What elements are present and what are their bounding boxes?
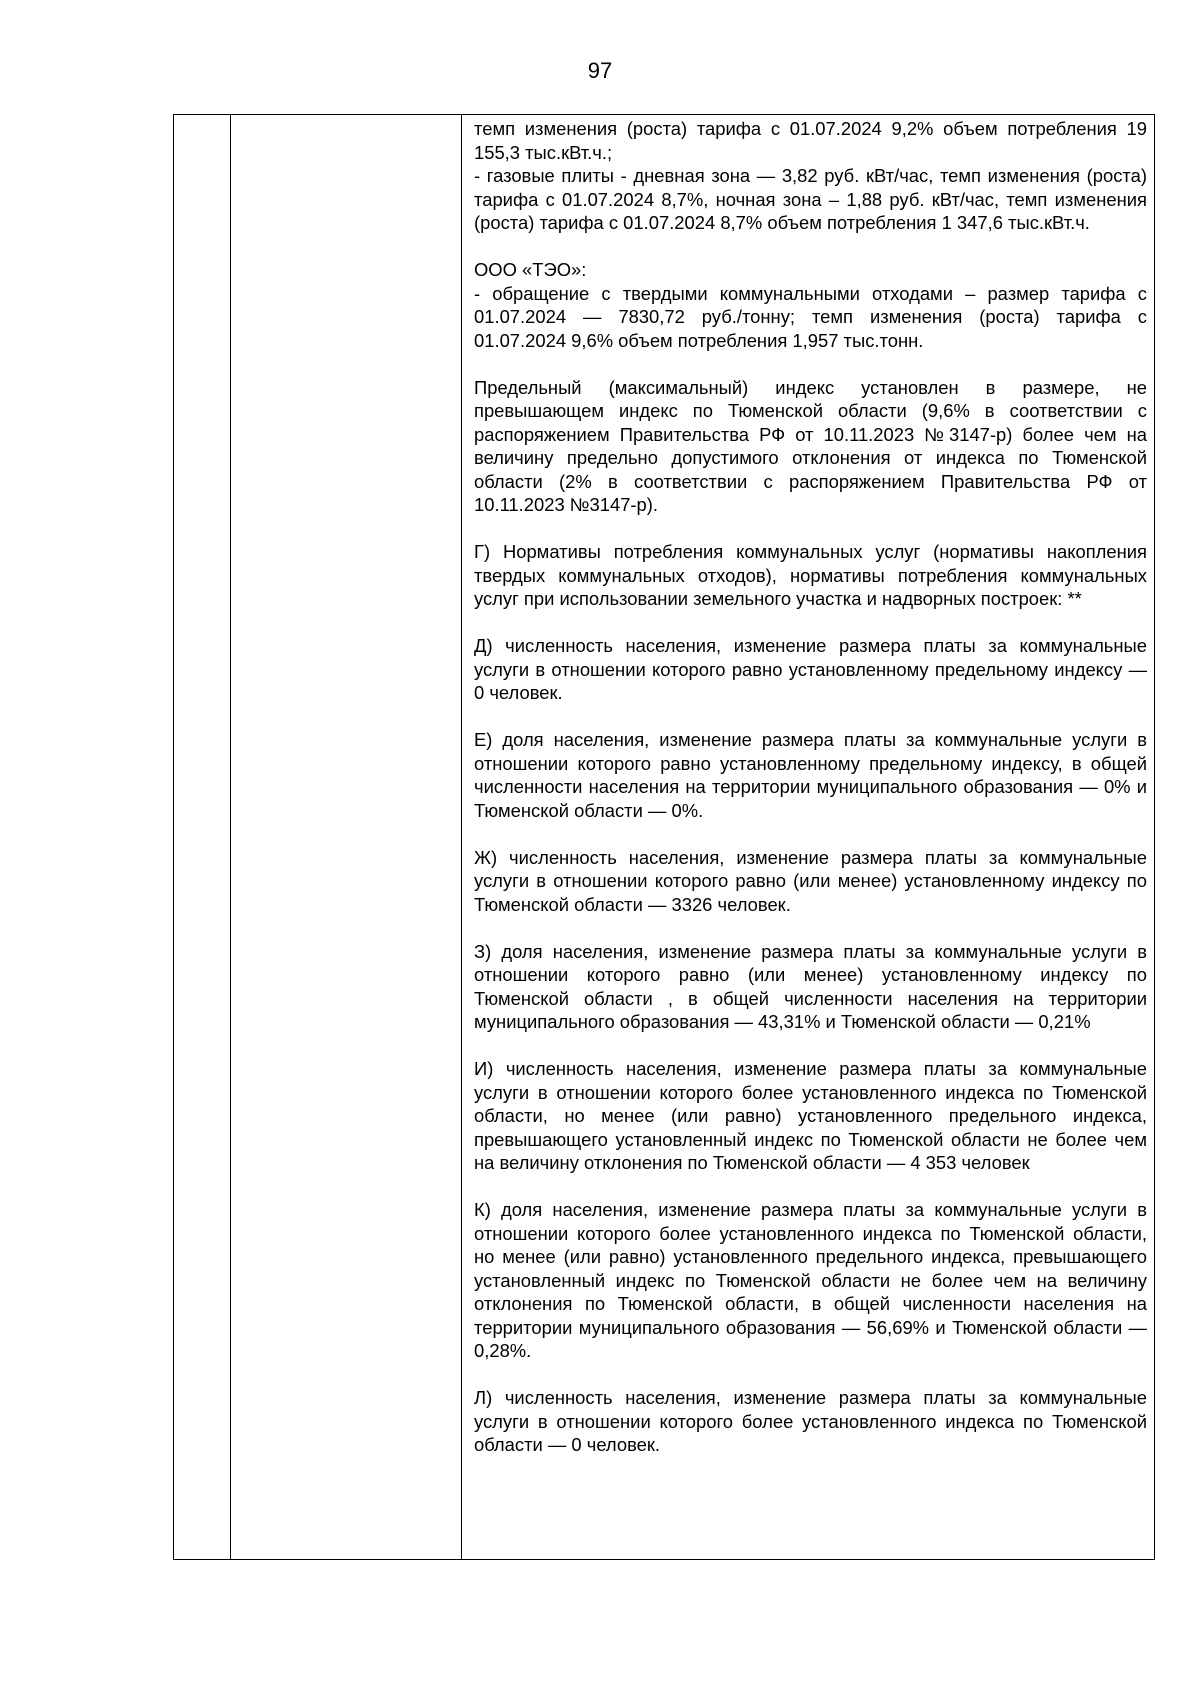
paragraph-i	[474, 1057, 1147, 1175]
table-column-divider	[461, 115, 462, 1559]
paragraph-d	[474, 634, 1147, 705]
paragraph-i-text: И) численность населения, изменение размера платы за коммунальные услуги в отношении которого более установленного индекса по Тюменской области, но менее (или равно) установленного предельного индекса, превышающего установленный индекс по Тюменской области не более чем на величину отклонения по Тюменской области — 4 353 человек	[474, 1058, 1147, 1173]
paragraph-l	[474, 1386, 1147, 1457]
paragraph-z	[474, 940, 1147, 1034]
teo-paragraph	[474, 258, 1147, 352]
paragraph-k-text: К) доля населения, изменение размера платы за коммунальные услуги в отношении которого более установленного индекса по Тюменской области, но менее (или равно) установленного предельного индекса, превышающего установленный индекс по Тюменской области не более чем на величину отклонения по Тюменской области, в общей численности населения на территории муниципального образования — 56,69% и Тюменской области — 0,28%.	[474, 1199, 1147, 1361]
paragraph-zh-text: Ж) численность населения, изменение размера платы за коммунальные услуги в отношении которого равно (или менее) установленному индексу по Тюменской области — 3326 человек.	[474, 846, 1147, 915]
paragraph-z-text: З) доля населения, изменение размера платы за коммунальные услуги в отношении которого равно (или менее) установленному индексу по Тюменской области , в общей численности населения на территории муниципального образования — 43,31% и Тюменской области — 0,21%	[474, 940, 1147, 1032]
tariff-text: темп изменения (роста) тарифа с 01.07.2024 9,2% объем потребления 19 155,3 тыс.кВт.ч.;	[474, 118, 1147, 163]
paragraph-g	[474, 540, 1147, 611]
paragraph-d-text: Д) численность населения, изменение размера платы за коммунальные услуги в отношении которого равно установленному предельному индексу — 0 человек.	[474, 635, 1147, 703]
table-column-divider	[230, 115, 231, 1559]
teo-text: - обращение с твердыми коммунальными отходами – размер тарифа с 01.07.2024 — 7830,72 руб./тонну; темп изменения (роста) тарифа с 01.07.2024 9,6% объем потребления 1,957 тыс.тонн.	[474, 282, 1147, 351]
table-text-cell	[474, 117, 1147, 1457]
max-index-text: Предельный (максимальный) индекс установлен в размере, не превышающем индекс по Тюменской области (9,6% в соответствии с распоряжением Правительства РФ от 10.11.2023 №3147-р) более чем на величину предельно допустимого отклонения от индекса по Тюменской области (2% в соответствии с распоряжением Правительства РФ от 10.11.2023 №3147-р).	[474, 376, 1147, 515]
max-index-paragraph	[474, 376, 1147, 517]
paragraph-g-text: Г) Нормативы потребления коммунальных услуг (нормативы накопления твердых коммунальных отходов), нормативы потребления коммунальных услуг при использовании земельного участка и надворных построек: **	[474, 541, 1147, 609]
paragraph-zh	[474, 846, 1147, 917]
paragraph-k	[474, 1198, 1147, 1363]
page-number: 97	[587, 58, 613, 83]
document-table	[173, 114, 1155, 1560]
tariff-paragraph	[474, 117, 1147, 235]
paragraph-l-text: Л) численность населения, изменение размера платы за коммунальные услуги в отношении которого более установленного индекса по Тюменской области — 0 человек.	[474, 1387, 1147, 1455]
paragraph-e-text: Е) доля населения, изменение размера платы за коммунальные услуги в отношении которого равно установленному предельному индексу, в общей численности населения на территории муниципального образования — 0% и Тюменской области — 0%.	[474, 729, 1147, 821]
tariff-text: - газовые плиты - дневная зона — 3,82 руб. кВт/час, темп изменения (роста) тарифа с 01.07.2024 8,7%, ночная зона – 1,88 руб. кВт/час, темп изменения (роста) тарифа с 01.07.2024 8,7% объем потребления 1 347,6 тыс.кВт.ч.	[474, 165, 1147, 233]
teo-heading: ООО «ТЭО»:	[474, 259, 587, 280]
paragraph-e	[474, 728, 1147, 822]
